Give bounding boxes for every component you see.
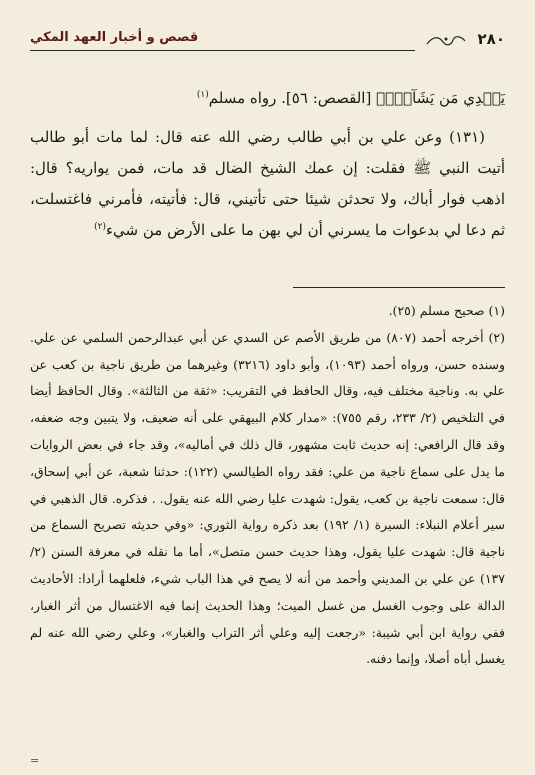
footnote-2: (٢) أخرجه أحمد (٨٠٧) من طريق الأصم عن السدي عن أبي عبدالرحمن السلمي عن علي. وسنده حسن، ورواه أحمد (١٠٩٣)، وأبو داود (٣٢١٦) وغيرهما من طريق ناجية بن كعب عن علي به. وناجية مختلف فيه، وقال الحافظ في التقريب: «ثقة من الثالثة». وقال الحافظ أيضا في التلخيص (٢/ ٢٣٣، رقم ٧٥٥): «مدار كلام البيهقي على أنه ضعيف، ولا يتبين وجه ضعفه، وقد قال الرافعي: إنه حديث ثابت مشهور، قال ذلك في أماليه»، وقد جاء في بعض الروايات ما يدل على سماع ناجية من علي: فقد رواه الطيالسي (١٢٢): حدثنا شعبة، عن أبي إسحاق، قال: سمعت ناجية بن كعب، يقول: شهدت عليا رضي الله عنه يقول. . فذكره. قال الذهبي في سير أعلام النبلاء: السيرة (١/ ١٩٢) بعد ذكره رواية الثوري: «وفي حديثه تصريح السماع من ناجية قال: شهدت عليا يقول، وهذا حديث حسن متصل»، أما ما نقله في معرفة السنن (٢/ ١٣٧) عن علي بن المديني وأحمد من أنه لا يصح في هذا الباب شيء، فلعلهما أرادا: الأحاديث الدالة على وجوب الغسل من غسل الميت؛ وهذا الحديث إنما فيه الاغتسال من أثر الغبار، ففي رواية ابن أبي شيبة: «رجعت إليه وعلي أثر التراب والغبار»، وعلي رضي الله عنه لم يغسل أباه أصلا، وإنما دفنه. [30, 329, 506, 667]
footnote-divider [293, 287, 505, 288]
header-rule [30, 50, 415, 51]
main-text [30, 83, 505, 246]
page-number: ٢٨٠ [477, 30, 505, 48]
footnote-1: (١) صحيح مسلم (٢٥). [388, 303, 505, 318]
quran-continuation-line [30, 83, 505, 114]
page-header [30, 28, 505, 56]
book-title: قصص و أخبار العهد المكي [30, 30, 199, 45]
verse-reference: [القصص: ٥٦]. رواه مسلم [208, 89, 377, 107]
hadith-text: (١٣١) وعن علي بن أبي طالب رضي الله عنه قال: لما مات أبو طالب أتيت النبي ﷺ فقلت: إن عمك الشيخ الضال قد مات، فمن يواريه؟ قال: اذهب فوار أباك، ولا تحدثن شيئا حتى تأتيني، قال: فأتيته، فأمرني فاغتسلت، ثم دعا لي بدعوات ما يسرني أن لي بهن ما على الأرض من شيء [30, 128, 505, 239]
footnote-ref-2: (٢) [94, 222, 106, 232]
footnote-ref-1: (١) [196, 90, 209, 100]
footnotes [30, 298, 505, 673]
quran-verse: يَهۡدِي مَن يَشَآءُۚ﴾ [376, 89, 505, 107]
ornament-icon [425, 34, 467, 48]
hadith-paragraph [30, 122, 505, 246]
corner-mark: = [30, 754, 40, 767]
